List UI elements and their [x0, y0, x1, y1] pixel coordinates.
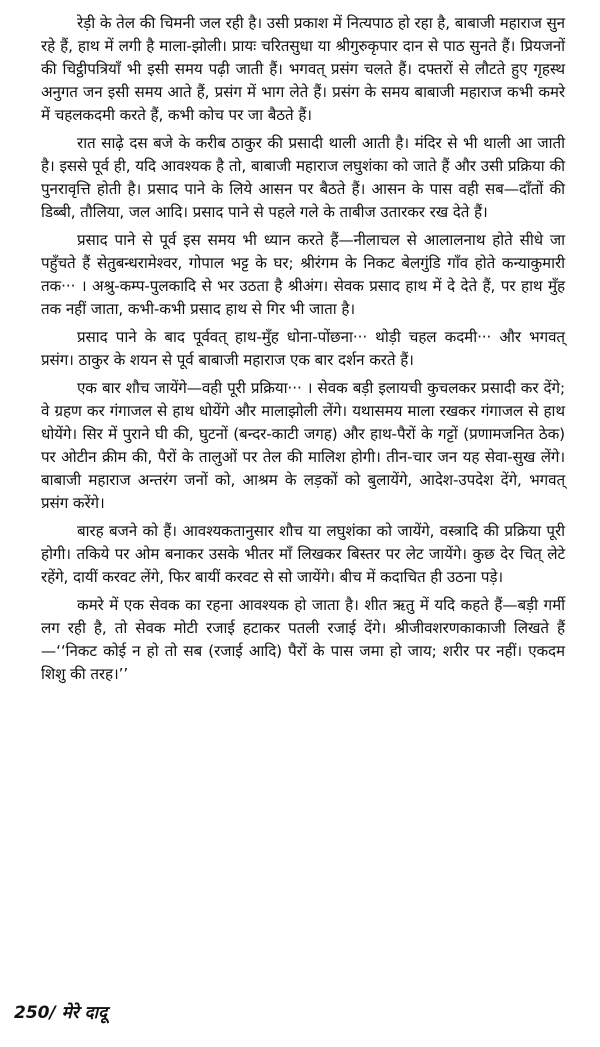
paragraph-3: प्रसाद पाने से पूर्व इस समय भी ध्यान करते हैं—नीलाचल से आलालनाथ होते सीधे जा पहुँचते हैं सेतुबन्धरामेश्वर, गोपाल भट्ट के घर; श्रीरंगम के निकट बेलगुंडि गाँव होते कन्याकुमारी तक··· । अश्रु-कम्प-पुलकादि से भर उठता है श्रीअंग। सेवक प्रसाद हाथ में दे देते हैं, पर हाथ मुँह तक नहीं जाता, कभी-कभी प्रसाद हाथ से गिर भी जाता है। — [41, 231, 565, 318]
paragraph-5: एक बार शौच जायेंगे—वही पूरी प्रक्रिया··· । सेवक बड़ी इलायची कुचलकर प्रसादी कर देंगे; वे ग्रहण कर गंगाजल से हाथ धोयेंगे और मालाझोली लेंगे। यथासमय माला रखकर गंगाजल से हाथ धोयेंगे। सिर में पुराने घी की, घुटनों (बन्दर-काटी जगह) और हाथ-पैरों के गट्टों (प्रणामजनित ठेक) पर ओटीन क्रीम की, पैरों के तालुओं पर तेल की मालिश होगी। तीन-चार जन यह सेवा-सुख लेंगे। बाबाजी महाराज अन्तरंग जनों को, आश्रम के लड़कों को बुलायेंगे, आदेश-उपदेश देंगे, भगवत् प्रसंग करेंगे। — [41, 379, 565, 512]
paragraph-1: रेड़ी के तेल की चिमनी जल रही है। उसी प्रकाश में नित्यपाठ हो रहा है, बाबाजी महाराज सुन रहे हैं, हाथ में लगी है माला-झोली। प्रायः चरितसुधा या श्रीगुरुकृपार दान से पाठ सुनते हैं। प्रियजनों की चिट्ठीपत्रियाँ भी इसी समय पढ़ी जाती हैं। भगवत् प्रसंग चलते हैं। दफ्तरों से लौटते हुए गृहस्थ अनुगत जन इसी समय आते हैं, प्रसंग में भाग लेते हैं। प्रसंग के समय बाबाजी महाराज कभी कमरे में चहलकदमी करते हैं, कभी कोच पर जा बैठते हैं। — [41, 14, 565, 124]
paragraph-6: बारह बजने को हैं। आवश्यकतानुसार शौच या लघुशंका को जायेंगे, वस्त्रादि की प्रक्रिया पूरी होगी। तकिये पर ओम बनाकर उसके भीतर माँ लिखकर बिस्तर पर लेट जायेंगे। कुछ देर चित् लेटे रहेंगे, दायीं करवट लेंगे, फिर बायीं करवट से सो जायेंगे। बीच में कदाचित ही उठना पड़े। — [41, 522, 565, 586]
page-footer: 250/ मेरे दादू — [14, 1003, 108, 1023]
body-text — [41, 12, 565, 691]
paragraph-4: प्रसाद पाने के बाद पूर्ववत् हाथ-मुँह धोना-पोंछना··· थोड़ी चहल कदमी··· और भगवत् प्रसंग। ठाकुर के शयन से पूर्व बाबाजी महाराज एक बार दर्शन करते हैं। — [41, 328, 565, 369]
paragraph-7: कमरे में एक सेवक का रहना आवश्यक हो जाता है। शीत ऋतु में यदि कहते हैं—बड़ी गर्मी लग रही है, तो सेवक मोटी रजाई हटाकर पतली रजाई देंगे। श्रीजीवशरणकाकाजी लिखते हैं—‘‘निकट कोई न हो तो सब (रजाई आदि) पैरों के पास जमा हो जाय; शरीर पर नहीं। एकदम शिशु की तरह।’’ — [41, 596, 565, 683]
paragraph-2: रात साढ़े दस बजे के करीब ठाकुर की प्रसादी थाली आती है। मंदिर से भी थाली आ जाती है। इससे पूर्व ही, यदि आवश्यक है तो, बाबाजी महाराज लघुशंका को जाते हैं और उसी प्रक्रिया की पुनरावृत्ति होती है। प्रसाद पाने के लिये आसन पर बैठते हैं। आसन के पास वही सब—दाँतों की डिब्बी, तौलिया, जल आदि। प्रसाद पाने से पहले गले के ताबीज उतारकर रख देते हैं। — [41, 134, 565, 221]
